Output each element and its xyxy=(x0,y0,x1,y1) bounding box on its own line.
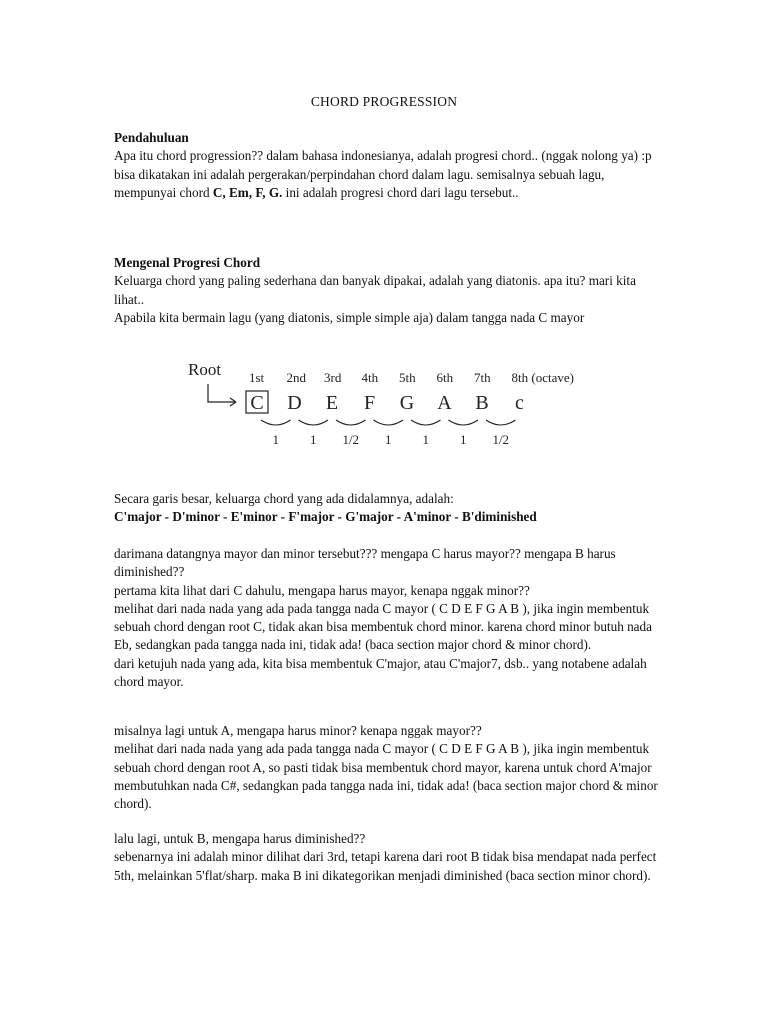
scale-degree-label: 7th xyxy=(474,370,491,385)
paragraph-lalu-1: lalu lagi, untuk B, mengapa harus diminished?? xyxy=(114,831,366,846)
intro-text-before: bisa dikatakan ini adalah pergerakan/perpindahan chord dalam lagu. semisalnya sebuah lagu, mempunyai chord xyxy=(114,166,605,200)
c-major-scale-figure xyxy=(186,358,586,458)
page-title: CHORD PROGRESSION xyxy=(310,94,458,109)
heading-mengenal: Mengenal Progresi Chord xyxy=(114,255,261,270)
section-keluarga-chord xyxy=(114,490,662,527)
section-misalnya xyxy=(114,722,662,813)
section-darimana xyxy=(114,545,662,691)
paragraph-darimana-3: melihat dari nada nada yang ada pada tangga nada C mayor ( C D E F G A B ), jika ingin membentuk sebuah chord dengan root C, tidak akan bisa membentuk chord minor. karena chord minor butuh nada Eb, sedangkan pada tangga nada ini, tidak ada! (baca section major chord & minor chord). xyxy=(114,600,652,653)
scale-note-label: D xyxy=(287,392,302,414)
scale-step-arc xyxy=(411,420,441,425)
paragraph-intro-2 xyxy=(114,166,662,203)
scale-note-label: C xyxy=(250,392,264,414)
scale-note-label: c xyxy=(515,392,524,414)
scale-degree-label: 1st xyxy=(249,370,265,385)
scale-degree-label: 2nd xyxy=(286,370,306,385)
intro-text-after: ini adalah progresi chord dari lagu tersebut.. xyxy=(282,184,519,200)
paragraph-mengenal-2: Apabila kita bermain lagu (yang diatonis, simple simple aja) dalam tangga nada C mayor xyxy=(114,309,585,325)
scale-degree-label: 3rd xyxy=(324,370,342,385)
scale-step-label: 1 xyxy=(310,432,317,447)
paragraph-keluarga-1: Secara garis besar, keluarga chord yang ada didalamnya, adalah: xyxy=(114,491,454,506)
paragraph-lalu-2: sebenarnya ini adalah minor dilihat dari 3rd, tetapi karena dari root B tidak bisa mendapat nada perfect 5th, melainkan 5'flat/sharp. maka B ini dikategorikan menjadi diminished (baca section minor chord). xyxy=(114,849,657,883)
scale-step-arc xyxy=(486,420,516,425)
scale-step-label: 1/2 xyxy=(492,432,510,447)
scale-note-label: G xyxy=(399,392,415,414)
scale-step-arc xyxy=(449,420,479,425)
heading-pendahuluan: Pendahuluan xyxy=(114,130,189,145)
scale-note-label: A xyxy=(437,392,452,414)
root-label: Root xyxy=(188,360,222,379)
paragraph-darimana-1: darimana datangnya mayor dan minor tersebut??? mengapa C harus mayor?? mengapa B harus diminished?? xyxy=(114,546,616,580)
section-lalu xyxy=(114,830,662,885)
scale-degree-label: 4th xyxy=(361,370,379,385)
scale-degree-label: 6th xyxy=(436,370,454,385)
scale-step-label: 1 xyxy=(460,432,467,447)
scale-step-label: 1/2 xyxy=(342,432,360,447)
scale-diagram xyxy=(186,358,586,458)
paragraph-misalnya-1: misalnya lagi untuk A, mengapa harus minor? kenapa nggak mayor?? xyxy=(114,723,482,738)
intro-chord-list: C, Em, F, G. xyxy=(212,184,283,200)
scale-note-label: F xyxy=(363,392,376,414)
chord-family-list: C'major - D'minor - E'minor - F'major - G'major - A'minor - B'diminished xyxy=(114,509,537,525)
scale-degree-label: 8th (octave) xyxy=(511,370,574,385)
scale-step-arc xyxy=(374,420,404,425)
scale-note-label: E xyxy=(325,392,339,414)
paragraph-intro-1: Apa itu chord progression?? dalam bahasa indonesianya, adalah progresi chord.. (nggak nolong ya) :p xyxy=(114,148,652,164)
paragraph-misalnya-2: melihat dari nada nada yang ada pada tangga nada C mayor ( C D E F G A B ), jika ingin membentuk sebuah chord dengan root A, so pasti tidak bisa membentuk chord mayor, karena untuk chord A'major membutuhkan nada C#, sedangkan pada tangga nada ini, tidak ada! (baca section major chord & minor chord). xyxy=(114,741,658,812)
scale-step-label: 1 xyxy=(385,432,392,447)
scale-step-arc xyxy=(336,420,366,425)
paragraph-darimana-4: dari ketujuh nada yang ada, kita bisa membentuk C'major, atau C'major7, dsb.. yang notabene adalah chord mayor. xyxy=(114,655,647,690)
scale-step-arc xyxy=(261,420,291,425)
paragraph-darimana-2: pertama kita lihat dari C dahulu, mengapa harus mayor, kenapa nggak minor?? xyxy=(114,582,530,598)
scale-step-arc xyxy=(299,420,329,425)
scale-degree-label: 5th xyxy=(399,370,416,385)
scale-note-label: B xyxy=(475,392,489,414)
scale-step-label: 1 xyxy=(272,432,279,447)
paragraph-mengenal-1: Keluarga chord yang paling sederhana dan banyak dipakai, adalah yang diatonis. apa itu? mari kita lihat.. xyxy=(114,273,636,307)
section-pendahuluan xyxy=(114,129,662,202)
section-mengenal xyxy=(114,254,662,327)
scale-step-label: 1 xyxy=(422,432,429,447)
